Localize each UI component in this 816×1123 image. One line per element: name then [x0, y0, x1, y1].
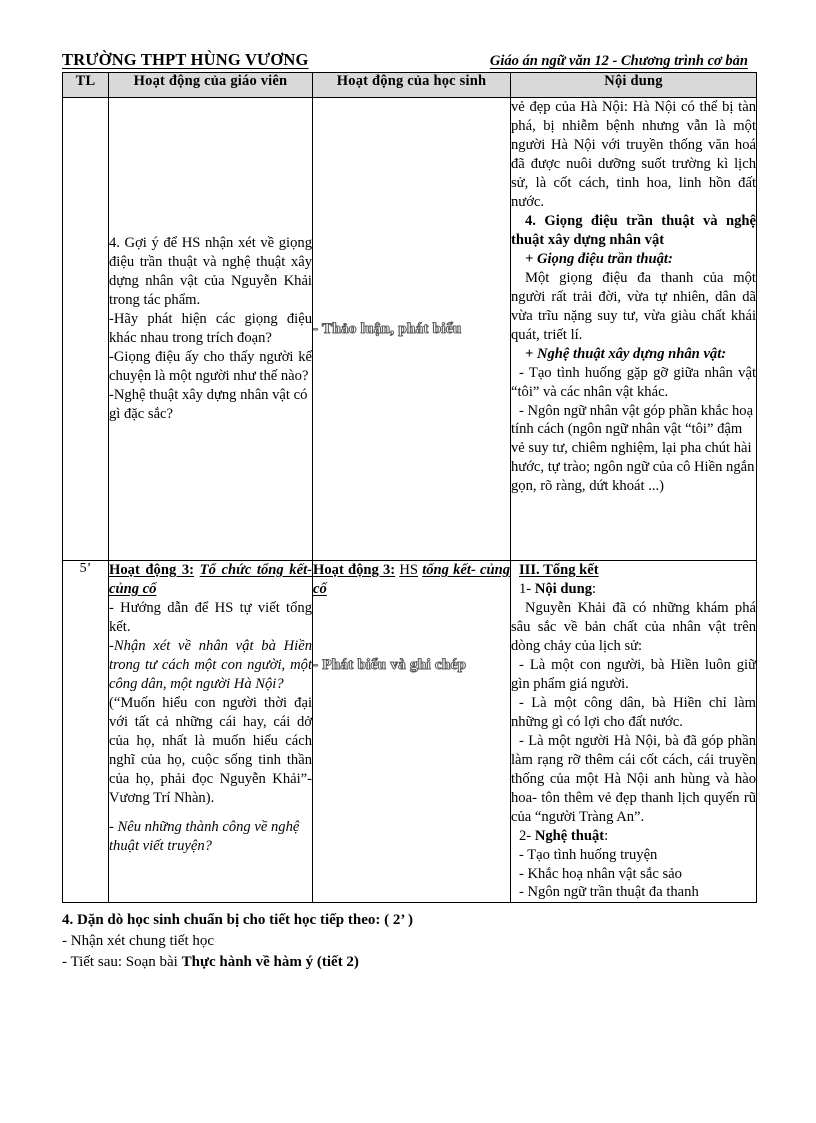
- content-bullet-situation: - Tạo tình huống gặp gỡ giữa nhân vật “tôi” và các nhân vật khác.: [511, 364, 756, 400]
- cell-content-row1: [511, 98, 757, 561]
- content-section2-colon: :: [604, 827, 609, 844]
- teacher-quote-vuong-tri-nhan: (“Muốn hiểu con người thời đại với tất cả những cái hay, cái dở của họ, nhất là muốn hiểu cách nghĩ của họ, cuộc sống tinh thần của họ, phải đọc Nguyễn Khải”- Vương Trí Nhàn).: [109, 694, 312, 806]
- content-bullet-citizen: - Là một công dân, bà Hiền chỉ làm những gì có lợi cho đất nước.: [511, 694, 756, 730]
- table-row: [63, 561, 757, 903]
- cell-teacher-activity-row1: [109, 98, 313, 561]
- teacher-art-question: - Nêu những thành công về nghệ thuật viết truyện?: [109, 818, 300, 854]
- footer-next-lesson-title: Thực hành về hàm ý (tiết 2): [181, 953, 359, 970]
- student-activity3-label: Hoạt động 3:: [313, 562, 396, 578]
- teacher-guide-line: - Hướng dẫn để HS tự viết tổng kết.: [109, 599, 312, 635]
- content-section2-title-line: [511, 827, 756, 846]
- content-section1-colon: :: [592, 580, 597, 597]
- cell-student-activity-row1: [313, 98, 511, 561]
- content-heading-4: 4. Giọng điệu trần thuật và nghệ thuật xây dựng nhân vật: [511, 212, 756, 248]
- content-art-bullet-situation: - Tạo tình huống truyện: [519, 846, 658, 863]
- table-row: [63, 98, 757, 561]
- footer-homework-section: [62, 910, 756, 972]
- teacher-activity3-title: Tổ chức tổng kết- củng cố: [109, 562, 312, 597]
- content-section1-number: 1-: [519, 580, 532, 597]
- cell-student-activity-row2: [313, 561, 511, 903]
- student-note-discuss: - Thảo luận, phát biểu: [313, 320, 462, 337]
- footer-heading: 4. Dặn dò học sinh chuẩn bị cho tiết học tiếp theo: ( 2’ ): [62, 912, 413, 929]
- content-art-bullet-language: - Ngôn ngữ trần thuật đa thanh: [519, 884, 699, 901]
- content-art-bullet-character: - Khắc hoạ nhân vật sắc sảo: [519, 865, 682, 882]
- cell-teacher-activity-row2: [109, 561, 313, 903]
- student-activity3-title: tổng kết- củng cố: [313, 562, 511, 597]
- teacher-activity3-label: Hoạt động 3:: [109, 562, 195, 578]
- cell-time-row1: [63, 98, 109, 561]
- footer-next-lesson-prefix: - Tiết sau: Soạn bài: [62, 953, 182, 970]
- content-subheading-narrative-voice: + Giọng điệu trần thuật:: [525, 250, 673, 267]
- column-header-time: TL: [63, 73, 109, 98]
- content-section2-number: 2-: [519, 827, 532, 844]
- content-subheading-character-art: + Nghệ thuật xây dựng nhân vật:: [525, 345, 727, 362]
- content-section1-body: Nguyễn Khải đã có những khám phá sâu sắc về bản chất của nhân vật trên dòng chảy của lịch sử:: [511, 599, 756, 654]
- content-heading-summary: III. Tổng kết: [519, 562, 599, 578]
- content-section1-title-line: [511, 580, 756, 599]
- footer-line-next-lesson: [62, 952, 756, 973]
- cell-time-row2: 5’: [63, 561, 109, 903]
- content-bullet-hanoian: - Là một người Hà Nội, bà đã góp phần làm rạng rỡ thêm cái cốt cách, cái truyền thống của một Hà Nội anh hùng và hào hoa- tôn thêm vẻ đẹp thanh lịch quyến rũ của “người Tràng An”.: [511, 732, 756, 825]
- content-intro-paragraph: vẻ đẹp của Hà Nội: Hà Nội có thể bị tàn phá, bị nhiễm bệnh nhưng vẫn là một người Hà Nội với truyền thống văn hoá đã được nuôi dưỡng suốt trường kì lịch sử, là cốt cách, tinh hoa, linh hồn đất nước.: [511, 99, 756, 210]
- table-header-row: [63, 73, 757, 98]
- content-bullet-person: - Là một con người, bà Hiền luôn giữ gìn phẩm giá người.: [511, 656, 756, 692]
- teacher-question-3: -Nghệ thuật xây dựng nhân vật có gì đặc sắc?: [109, 386, 308, 422]
- student-note-speak-write: - Phát biểu và ghi chép: [313, 656, 467, 673]
- content-narrative-voice-body: Một giọng điệu đa thanh của một người rất trải đời, vừa tự nhiên, dân dã vừa trĩu nặng suy tư, vừa giàu chất khái quát, triết lí.: [511, 269, 756, 343]
- lesson-plan-table: [62, 72, 757, 903]
- student-activity3-title-line: [313, 561, 510, 599]
- content-bullet-language: - Ngôn ngữ nhân vật góp phần khắc hoạ tính cách (ngôn ngữ nhân vật “tôi” đậm vẻ suy tư, chiêm nghiệm, lại pha chút hài hước, tự trào; ngôn ngữ của cô Hiền ngắn gọn, rõ ràng, dứt khoát ...): [511, 402, 755, 495]
- cell-content-row2: [511, 561, 757, 903]
- teacher-question-1: -Hãy phát hiện các giọng điệu khác nhau trong trích đoạn?: [109, 311, 312, 346]
- footer-line-review: - Nhận xét chung tiết học: [62, 933, 215, 950]
- school-name: TRƯỜNG THPT HÙNG VƯƠNG: [62, 50, 309, 69]
- column-header-student-activity: Hoạt động của học sinh: [313, 73, 511, 98]
- teacher-activity3-title-line: [109, 561, 312, 599]
- content-section2-title: Nghệ thuật: [534, 827, 605, 844]
- document-title: Giáo án ngữ văn 12 - Chương trình cơ bản: [489, 53, 748, 69]
- teacher-step-4: 4. Gợi ý để HS nhận xét về giọng điệu trần thuật và nghệ thuật xây dựng nhân vật của Nguyễn Khải trong tác phẩm.: [109, 235, 312, 309]
- content-section1-title: Nội dung: [534, 580, 593, 597]
- running-head: [62, 46, 756, 70]
- column-header-content: Nội dung: [511, 73, 757, 98]
- column-header-teacher-activity: Hoạt động của giáo viên: [109, 73, 313, 98]
- teacher-comment-question: -Nhận xét về nhân vật bà Hiền trong tư cách một con người, một công dân, một người Hà Nội?: [109, 637, 312, 692]
- student-activity3-subject: HS: [399, 562, 418, 578]
- teacher-question-2: -Giọng điệu ấy cho thấy người kể chuyện là một người như thế nào?: [109, 348, 312, 384]
